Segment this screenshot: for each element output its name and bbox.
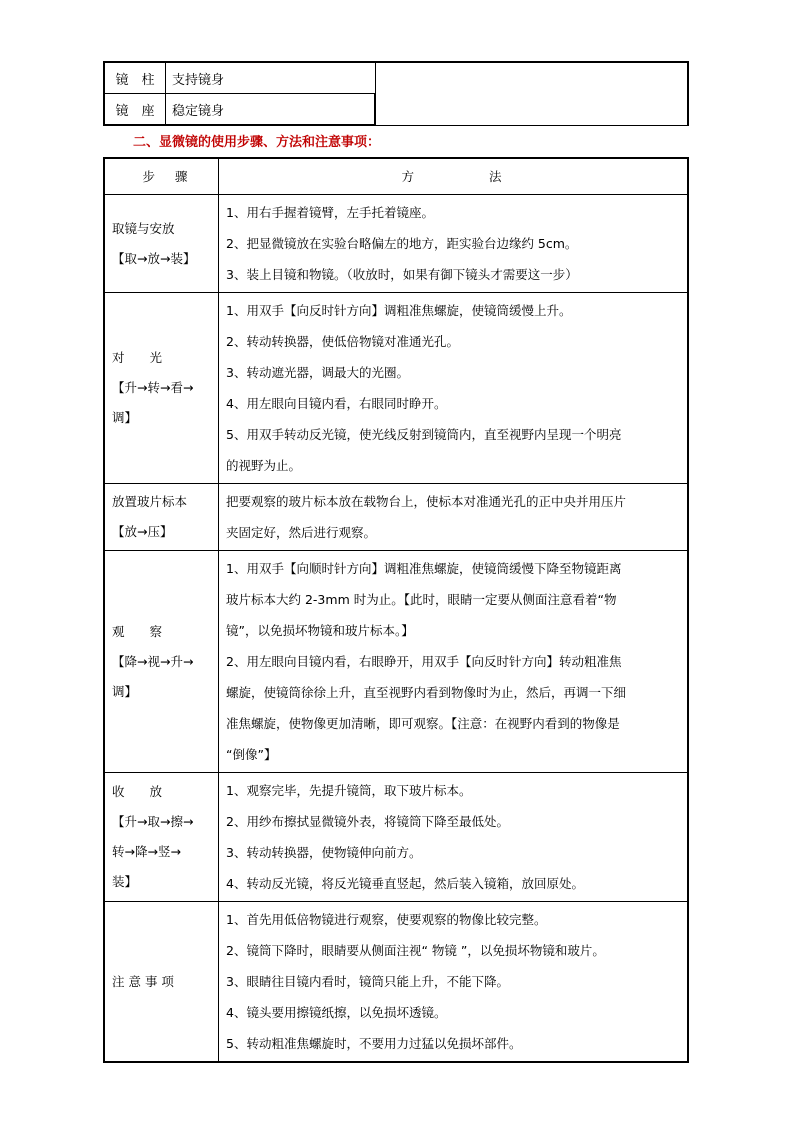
section-title: 二、显微镜的使用步骤、方法和注意事项：	[133, 135, 381, 150]
method-cell	[219, 484, 689, 551]
table-row	[104, 195, 688, 293]
method-line: 2、转动转换器，使低倍物镜对准通光孔。	[226, 334, 459, 349]
method-line: 1、首先用低倍物镜进行观察，使要观察的物像比较完整。	[226, 912, 547, 927]
method-line: 4、转动反光镜，将反光镜垂直竖起，然后装入镜箱，放回原处。	[226, 876, 584, 891]
method-line: “倒像”】	[226, 747, 277, 762]
method-line: 3、转动转换器，使物镜伸向前方。	[226, 845, 422, 860]
method-cell	[219, 293, 689, 484]
step-line: 注 意 事 项	[112, 973, 174, 989]
method-line: 1、用右手握着镜臂，左手托着镜座。	[226, 205, 434, 220]
step-line: 【升→转→看→	[112, 380, 194, 395]
method-line: 2、把显微镜放在实验台略偏左的地方，距实验台边缘约 5cm。	[226, 236, 578, 251]
blank-cell	[375, 62, 688, 125]
table-row	[104, 293, 688, 484]
step-cell	[104, 484, 219, 551]
table-row	[104, 484, 688, 551]
method-cell	[219, 902, 689, 1063]
step-line: 【放→压】	[112, 524, 173, 539]
method-cell	[219, 551, 689, 773]
step-line: 【取→放→装】	[112, 250, 196, 266]
table-row	[104, 62, 688, 94]
method-line: 5、用双手转动反光镜，使光线反射到镜筒内，直至视野内呈现一个明亮	[226, 427, 622, 442]
step-line: 【升→取→擦→	[112, 814, 194, 829]
table-row	[104, 773, 688, 902]
step-cell	[104, 773, 219, 902]
method-line: 3、转动遮光器，调最大的光圈。	[226, 365, 409, 380]
part-function-cell: 稳定镜身	[166, 94, 376, 126]
step-cell	[104, 902, 219, 1063]
step-cell	[104, 551, 219, 773]
method-line: 玻片标本大约 2-3mm 时为止。【此时，眼睛一定要从侧面注意看着“物	[226, 592, 617, 607]
method-line: 准焦螺旋，使物像更加清晰，即可观察。【注意：在视野内看到的物像是	[226, 716, 620, 731]
step-line: 【降→视→升→	[112, 653, 194, 669]
microscope-parts-table	[103, 61, 689, 126]
table-row	[104, 551, 688, 773]
step-line: 放置玻片标本	[112, 494, 188, 509]
step-line: 取镜与安放	[112, 220, 175, 236]
method-line: 的视野为止。	[226, 458, 302, 473]
step-cell	[104, 293, 219, 484]
method-line: 螺旋，使镜筒徐徐上升，直至视野内看到物像时为止，然后，再调一下细	[226, 685, 627, 700]
step-line: 转→降→竖→	[112, 844, 181, 859]
method-line: 2、镜筒下降时，眼睛要从侧面注视“ 物镜 ”，以免损坏物镜和玻片。	[226, 943, 605, 958]
step-line: 装】	[112, 874, 138, 889]
method-line: 2、用左眼向目镜内看，右眼睁开，用双手【向反时针方向】转动粗准焦	[226, 654, 622, 669]
method-line: 镜”，以免损坏物镜和玻片标本。】	[226, 623, 414, 638]
step-line: 调】	[112, 410, 138, 425]
step-line: 收 放	[112, 784, 163, 799]
method-line: 把要观察的玻片标本放在载物台上，使标本对准通光孔的正中央并用压片	[226, 494, 627, 509]
method-line: 4、用左眼向目镜内看，右眼同时睁开。	[226, 396, 447, 411]
part-name-cell: 镜 座	[104, 94, 166, 126]
method-line: 3、眼睛往目镜内看时，镜筒只能上升，不能下降。	[226, 974, 509, 989]
method-cell	[219, 773, 689, 902]
header-method: 方 法	[219, 158, 689, 195]
method-line: 3、装上目镜和物镜。（收放时，如果有御下镜头才需要这一步）	[226, 267, 578, 282]
step-line: 观 察	[112, 623, 163, 639]
method-cell	[219, 195, 689, 293]
method-line: 1、观察完毕，先提升镜筒，取下玻片标本。	[226, 783, 472, 798]
method-line: 5、转动粗准焦螺旋时，不要用力过猛以免损坏部件。	[226, 1036, 522, 1051]
method-line: 4、镜头要用擦镜纸擦，以免损坏透镜。	[226, 1005, 447, 1020]
part-name-cell: 镜 柱	[104, 62, 166, 94]
step-line: 调】	[112, 683, 138, 699]
method-line: 夹固定好，然后进行观察。	[226, 525, 377, 540]
method-line: 1、用双手【向反时针方向】调粗准焦螺旋，使镜筒缓慢上升。	[226, 303, 572, 318]
method-line: 1、用双手【向顺时针方向】调粗准焦螺旋，使镜筒缓慢下降至物镜距离	[226, 561, 622, 576]
usage-steps-table	[103, 157, 689, 1063]
part-function-cell: 支持镜身	[166, 62, 376, 94]
method-line: 2、用纱布擦拭显微镜外表，将镜筒下降至最低处。	[226, 814, 509, 829]
header-step: 步骤	[104, 158, 219, 195]
step-cell	[104, 195, 219, 293]
table-row	[104, 902, 688, 1063]
step-line: 对 光	[112, 350, 163, 365]
table-header-row	[104, 158, 688, 195]
